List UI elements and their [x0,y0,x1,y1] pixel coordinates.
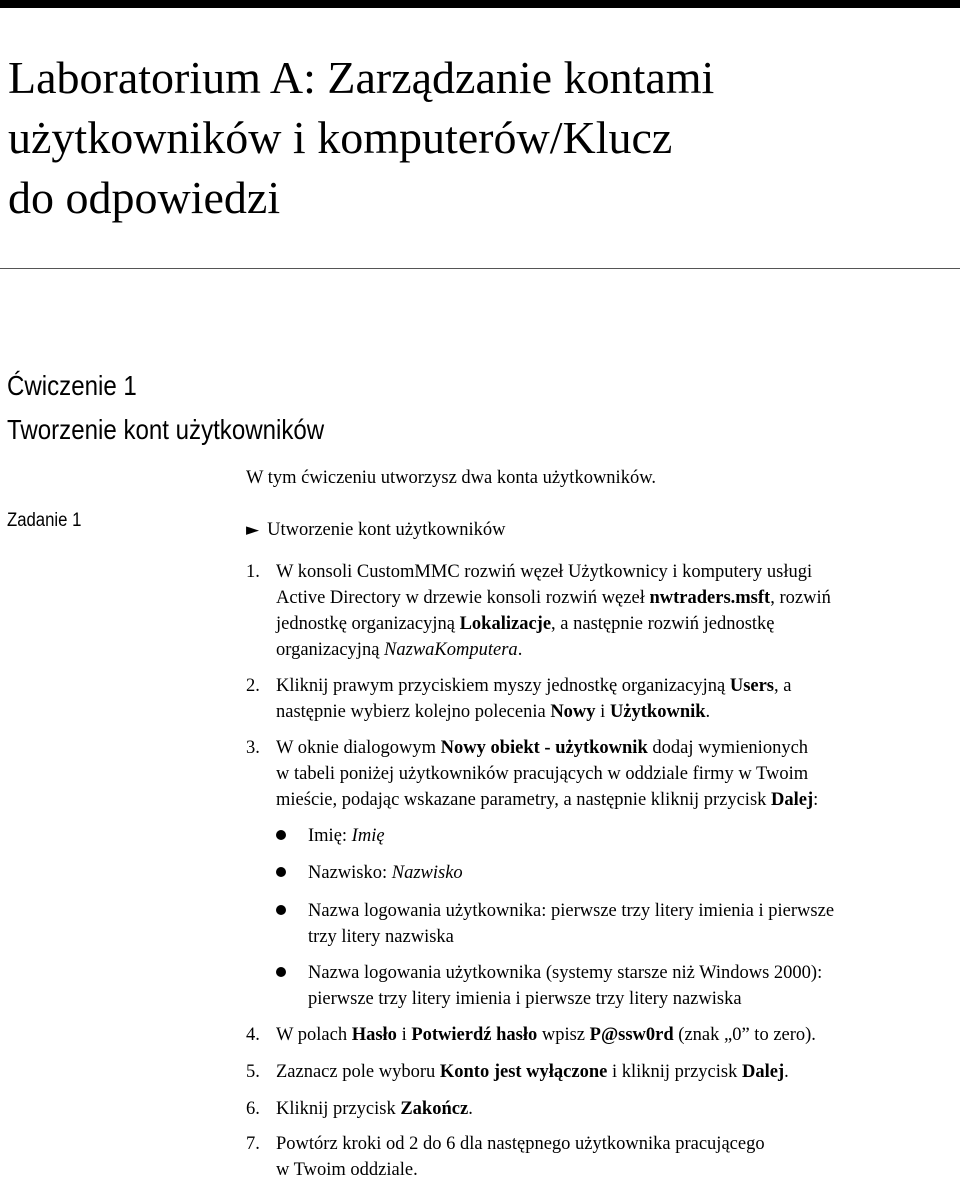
step-text: Kliknij przycisk Zakończ. [276,1099,473,1119]
exercise-heading [7,364,324,452]
step-text [276,559,831,663]
step-text: Zaznacz pole wyboru Konto jest wyłączone i kliknij przycisk Dalej. [276,1062,789,1082]
ou-name: Users [729,676,775,696]
bullet-icon [276,830,286,840]
button-name: Zakończ [400,1099,469,1119]
exercise-title: Tworzenie kont użytkowników [7,414,325,445]
step-text [276,735,818,813]
step-line: organizacyjną NazwaKomputera. [276,640,523,660]
step-line: W oknie dialogowym Nowy obiekt - użytkownik dodaj wymienionych [276,738,809,758]
bullet-text: Imię: Imię [308,826,385,846]
step-number: 6. [246,1099,260,1119]
top-rule [0,0,960,8]
procedure-title: Utworzenie kont użytkowników [267,520,506,540]
exercise-number: Ćwiczenie 1 [7,370,137,401]
placeholder-name: NazwaKomputera [384,640,518,660]
field-name: Hasło [351,1025,397,1045]
step-number: 3. [246,738,260,758]
step-number: 2. [246,676,260,696]
bullet-text: Nazwa logowania użytkownika: pierwsze trzy litery imienia i pierwsze trzy litery nazwiska [308,901,835,947]
bullet-icon [276,967,286,977]
menu-command: Nowy [550,702,596,722]
title-line-2: użytkowników i komputerów/Klucz [8,112,673,163]
password-value: P@ssw0rd [589,1025,674,1045]
step-line: Kliknij prawym przyciskiem myszy jednostkę organizacyjną Users, a [276,676,792,696]
bullet-text: Nazwa logowania użytkownika (systemy starsze niż Windows 2000): pierwsze trzy litery imienia i pierwsze trzy litery nazwiska [308,963,823,1009]
step-line: W konsoli CustomMMC rozwiń węzeł Użytkownicy i komputery usługi [276,562,813,582]
step-text: W polach Hasło i Potwierdź hasło wpisz P@ssw0rd (znak „0” to zero). [276,1025,816,1045]
step-number: 5. [246,1062,260,1082]
step-line: jednostkę organizacyjną Lokalizacje, a następnie rozwiń jednostkę [276,614,775,634]
bullet-text: Nazwisko: Nazwisko [308,863,463,883]
node-name: nwtraders.msft [649,588,771,608]
step-text [276,673,791,725]
step-number: 7. [246,1134,260,1154]
title-divider [0,268,960,269]
intro-text: W tym ćwiczeniu utworzysz dwa konta użytkowników. [246,468,656,488]
checkbox-name: Konto jest wyłączone [439,1062,608,1082]
step-number: 4. [246,1025,260,1045]
step-line: w Twoim oddziale. [276,1160,418,1180]
procedure-arrow-icon: ► [246,520,260,540]
dialog-name: Nowy obiekt - użytkownik [440,738,648,758]
title-line-1: Laboratorium A: Zarządzanie kontami [8,52,715,103]
field-name: Potwierdź hasło [411,1025,538,1045]
bullet-icon [276,905,286,915]
button-name: Dalej [741,1062,785,1082]
step-line: w tabeli poniżej użytkowników pracujących w oddziale firmy w Twoim [276,764,809,784]
task-label: Zadanie 1 [7,510,82,531]
title-line-3: do odpowiedzi [8,172,281,223]
step-line: mieście, podając wskazane parametry, a następnie kliknij przycisk Dalej: [276,790,819,810]
step-number: 1. [246,562,260,582]
button-name: Dalej [771,790,814,810]
ou-name: Lokalizacje [459,614,552,634]
step-line: Active Directory w drzewie konsoli rozwiń węzeł nwtraders.msft, rozwiń [276,588,831,608]
bullet-icon [276,867,286,877]
step-text [276,1131,765,1183]
step-line: następnie wybierz kolejno polecenia Nowy i Użytkownik. [276,702,711,722]
procedure-heading [246,517,505,543]
document-title [8,48,958,228]
step-line: Powtórz kroki od 2 do 6 dla następnego użytkownika pracującego [276,1134,765,1154]
menu-command: Użytkownik [609,702,706,722]
